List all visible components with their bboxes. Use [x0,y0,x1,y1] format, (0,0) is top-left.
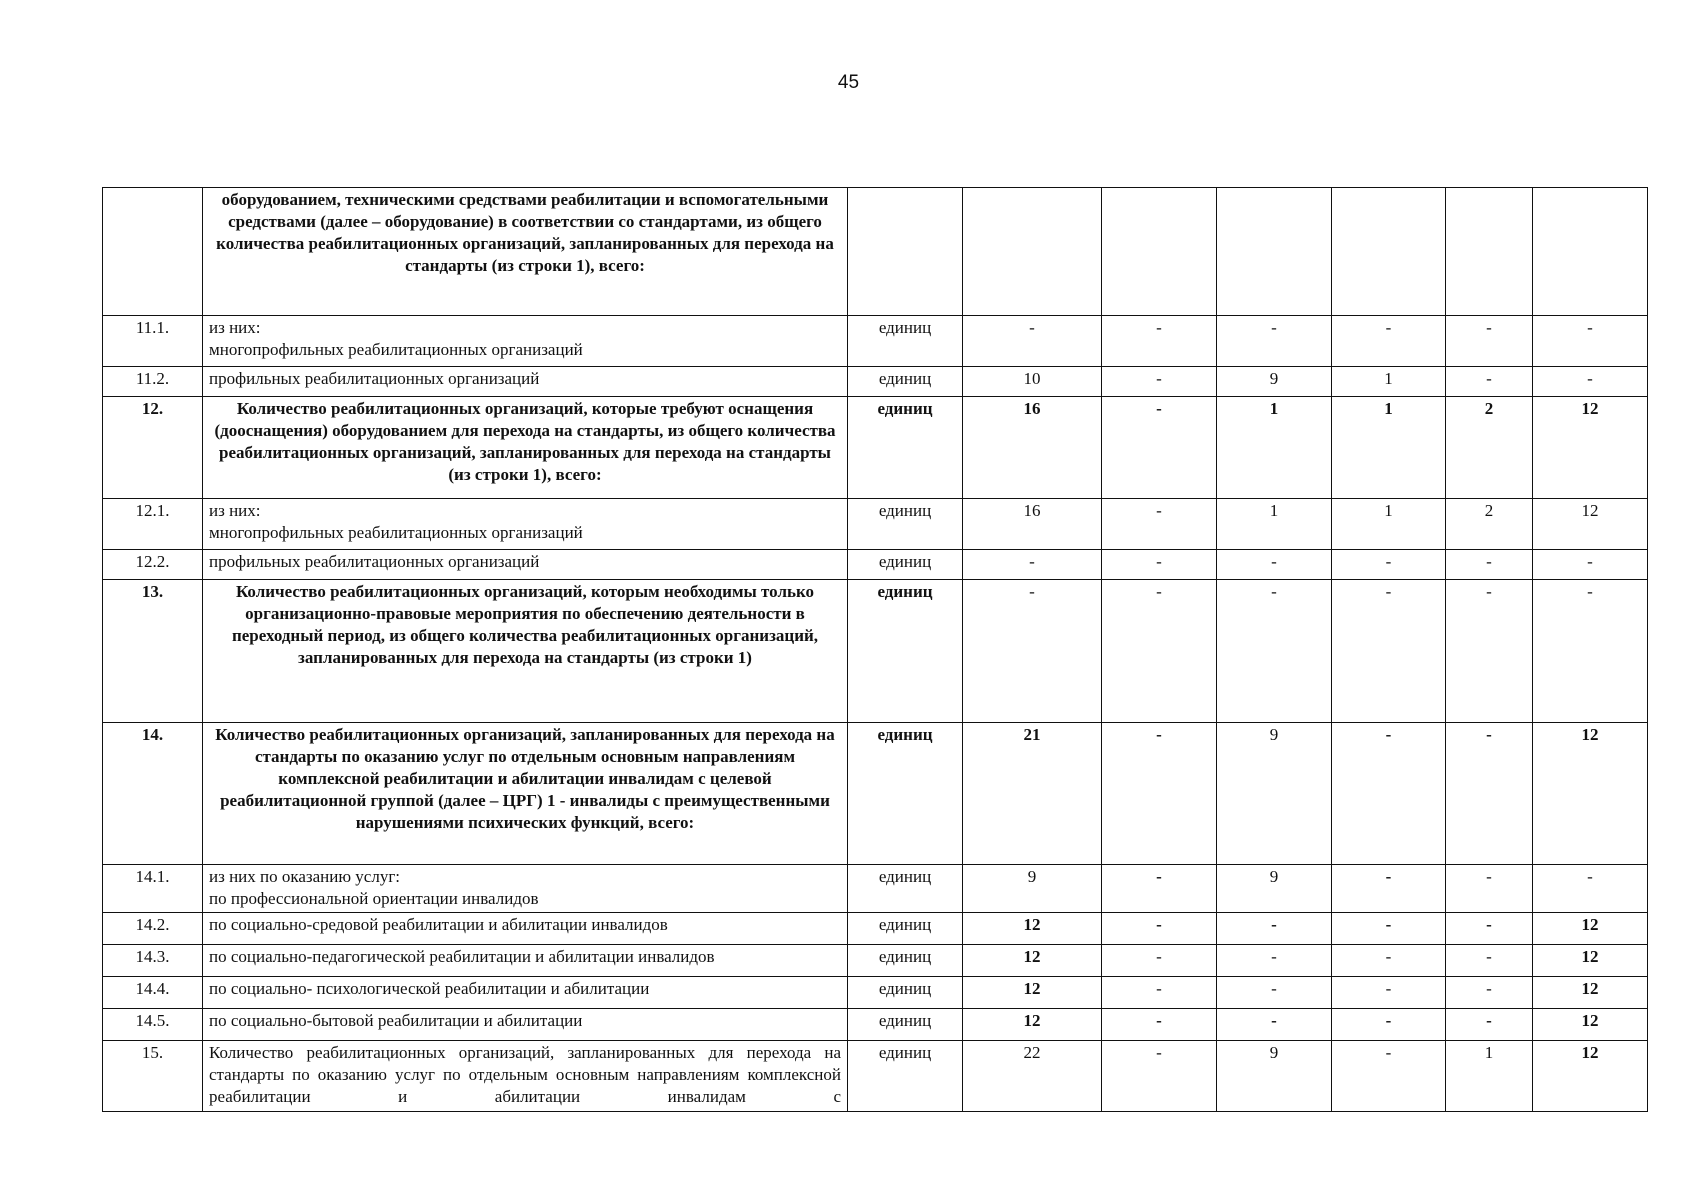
row-number: 12.1. [103,499,203,550]
value-cell: - [1446,316,1533,367]
row-number: 11.1. [103,316,203,367]
value-cell: - [1332,977,1446,1009]
value-cell: - [1217,945,1332,977]
unit-cell: единиц [848,499,963,550]
row-number: 13. [103,580,203,723]
row-number: 12. [103,397,203,499]
value-cell: - [1332,1009,1446,1041]
row-number: 12.2. [103,550,203,580]
value-cell: 22 [963,1041,1102,1112]
value-cell: - [1446,913,1533,945]
value-cell: - [1332,913,1446,945]
value-cell: - [1217,580,1332,723]
value-cell: 1 [1332,397,1446,499]
value-cell: - [963,550,1102,580]
value-cell: - [1217,550,1332,580]
table-row [103,550,1648,580]
unit-cell: единиц [848,1041,963,1112]
value-cell: - [1446,580,1533,723]
row-name: из них: многопрофильных реабилитационных организаций [203,499,848,550]
row-number: 14. [103,723,203,865]
value-cell: 12 [963,1009,1102,1041]
value-cell: - [1102,316,1217,367]
row-name: профильных реабилитационных организаций [203,550,848,580]
row-name: Количество реабилитационных организаций, которым необходимы только организационно-правовые мероприятия по обеспечению деятельности в переходный период, из общего количества реабилитационных организаций, запланированных для перехода на стандарты (из строки 1) [203,580,848,723]
row-name: из них по оказанию услуг: по профессиональной ориентации инвалидов [203,865,848,913]
value-cell: - [1332,316,1446,367]
value-cell: - [963,580,1102,723]
row-number: 11.2. [103,367,203,397]
value-cell: 9 [1217,865,1332,913]
table-row [103,1041,1648,1112]
value-cell: 12 [1533,397,1648,499]
value-cell: - [1446,723,1533,865]
value-cell: 1 [1332,499,1446,550]
value-cell: 9 [1217,1041,1332,1112]
row-name: по социально-бытовой реабилитации и абилитации [203,1009,848,1041]
value-cell: 16 [963,397,1102,499]
row-name: Количество реабилитационных организаций, запланированных для перехода на стандарты по оказанию услуг по отдельным основным направлениям комплексной реабилитации и абилитации инвалидам с целевой реабилитационной группой (далее – ЦРГ) 1 - инвалиды с преимущественными нарушениями психических функций, всего: [203,723,848,865]
value-cell: - [1102,913,1217,945]
table-row [103,499,1648,550]
value-cell: - [1332,945,1446,977]
value-cell: - [1217,1009,1332,1041]
value-cell: - [1102,1009,1217,1041]
row-name: по социально-педагогической реабилитации и абилитации инвалидов [203,945,848,977]
table-row [103,723,1648,865]
value-cell: - [1332,1041,1446,1112]
value-cell: - [1446,1009,1533,1041]
value-cell: 1 [1217,397,1332,499]
row-number: 14.3. [103,945,203,977]
value-cell: 16 [963,499,1102,550]
unit-cell: единиц [848,723,963,865]
row-name: Количество реабилитационных организаций, запланированных для перехода на стандарты по оказанию услуг по отдельным основным направлениям комплексной реабилитации и абилитации инвалидам с [203,1041,848,1112]
value-cell: 9 [1217,367,1332,397]
value-cell: 12 [963,913,1102,945]
value-cell: - [1533,580,1648,723]
unit-cell: единиц [848,316,963,367]
table-row [103,1009,1648,1041]
value-cell: - [1332,723,1446,865]
value-cell: - [1102,580,1217,723]
row-name: по социально- психологической реабилитации и абилитации [203,977,848,1009]
table-row [103,913,1648,945]
table-row [103,580,1648,723]
value-cell: 10 [963,367,1102,397]
value-cell: 2 [1446,397,1533,499]
value-cell: 21 [963,723,1102,865]
value-cell: - [1102,550,1217,580]
value-cell: - [1533,367,1648,397]
unit-cell: единиц [848,1009,963,1041]
row-number: 14.1. [103,865,203,913]
value-cell: 1 [1217,499,1332,550]
value-cell: - [1102,977,1217,1009]
value-cell: - [1332,550,1446,580]
value-cell: - [1102,397,1217,499]
value-cell: - [1102,865,1217,913]
value-cell: - [1533,316,1648,367]
row-name: оборудованием, техническими средствами реабилитации и вспомогательными средствами (далее – оборудование) в соответствии со стандартами, из общего количества реабилитационных организаций, запланированных для перехода на стандарты (из строки 1), всего: [203,188,848,316]
value-cell: 12 [1533,1041,1648,1112]
unit-cell: единиц [848,945,963,977]
table-row [103,945,1648,977]
value-cell: 9 [963,865,1102,913]
value-cell: - [1446,977,1533,1009]
indicators-table [102,187,1648,1112]
value-cell: 12 [1533,499,1648,550]
row-name: из них: многопрофильных реабилитационных организаций [203,316,848,367]
value-cell: - [1533,550,1648,580]
value-cell: 12 [963,945,1102,977]
value-cell: 12 [963,977,1102,1009]
value-cell: - [1217,316,1332,367]
row-name: Количество реабилитационных организаций, которые требуют оснащения (дооснащения) оборудованием для перехода на стандарты, из общего количества реабилитационных организаций, запланированных для перехода на стандарты (из строки 1), всего: [203,397,848,499]
value-cell: - [1102,945,1217,977]
value-cell: 1 [1332,367,1446,397]
value-cell: - [1102,367,1217,397]
row-number: 14.4. [103,977,203,1009]
unit-cell: единиц [848,550,963,580]
value-cell: - [1102,1041,1217,1112]
value-cell: - [1102,499,1217,550]
row-number [103,188,203,316]
row-name: по социально-средовой реабилитации и абилитации инвалидов [203,913,848,945]
value-cell: 12 [1533,723,1648,865]
page-number: 45 [837,72,860,93]
value-cell: 12 [1533,1009,1648,1041]
value-cell: - [1446,865,1533,913]
value-cell: - [1533,865,1648,913]
value-cell: 9 [1217,723,1332,865]
unit-cell: единиц [848,977,963,1009]
value-cell: - [1446,367,1533,397]
table-row [103,316,1648,367]
value-cell: - [1102,723,1217,865]
unit-cell: единиц [848,397,963,499]
row-name: профильных реабилитационных организаций [203,367,848,397]
value-cell: - [1332,865,1446,913]
unit-cell: единиц [848,913,963,945]
value-cell: 12 [1533,977,1648,1009]
value-cell: - [1446,945,1533,977]
row-number: 14.2. [103,913,203,945]
table-row [103,188,1648,316]
value-cell: 12 [1533,945,1648,977]
unit-cell: единиц [848,580,963,723]
value-cell: 12 [1533,913,1648,945]
value-cell: 2 [1446,499,1533,550]
value-cell: - [1446,550,1533,580]
value-cell: - [1332,580,1446,723]
table-row [103,397,1648,499]
unit-cell: единиц [848,865,963,913]
value-cell: - [1217,913,1332,945]
row-number: 14.5. [103,1009,203,1041]
row-number: 15. [103,1041,203,1112]
table-row [103,977,1648,1009]
unit-cell: единиц [848,367,963,397]
value-cell: - [1217,977,1332,1009]
value-cell: 1 [1446,1041,1533,1112]
table-row [103,865,1648,913]
value-cell: - [963,316,1102,367]
table-row [103,367,1648,397]
